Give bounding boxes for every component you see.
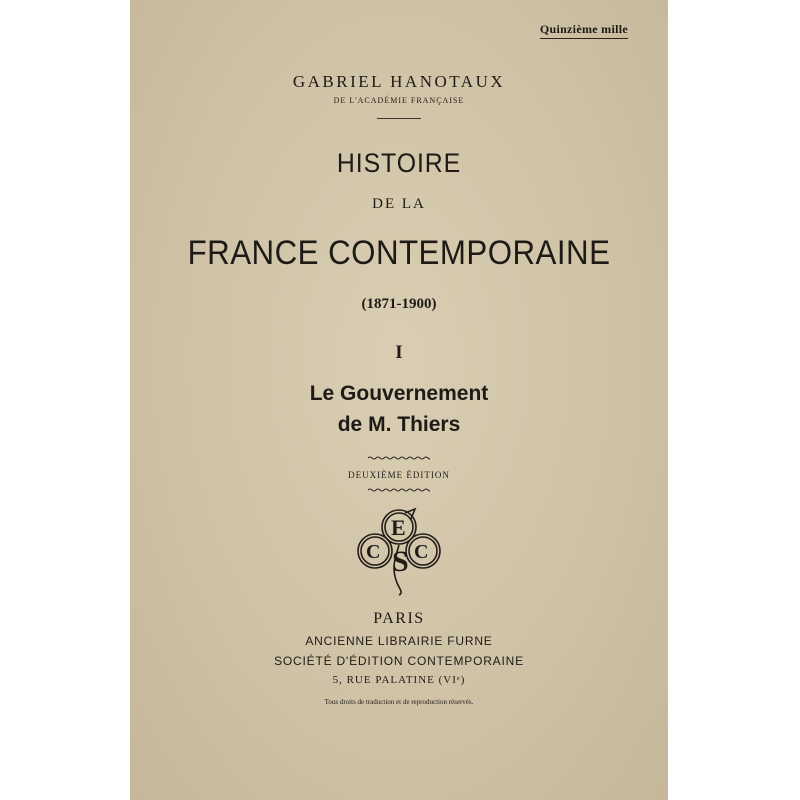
svg-text:C: C	[366, 541, 381, 563]
svg-text:C: C	[414, 541, 429, 563]
title-line-1: HISTOIRE	[336, 148, 462, 178]
edition: DEUXIÈME ÉDITION	[348, 470, 450, 480]
subtitle-line-2: de M. Thiers	[337, 413, 461, 436]
subtitle-line-1: Le Gouvernement	[309, 382, 489, 405]
divider-rule	[377, 118, 421, 119]
title-line-3: FRANCE CONTEMPORAINE	[187, 234, 611, 272]
volume-number: I	[395, 342, 403, 363]
svg-text:E: E	[391, 515, 406, 540]
years: (1871-1900)	[361, 296, 437, 312]
publication-city: PARIS	[373, 610, 425, 627]
author-affiliation: DE L'ACADÉMIE FRANÇAISE	[333, 96, 465, 105]
wavy-rule-top	[368, 456, 430, 460]
rights-notice: Tous droits de traduction et de reproduction réservés.	[324, 698, 474, 706]
publisher-address: 5, RUE PALATINE (VIᵉ)	[332, 674, 466, 686]
publisher-line-2: SOCIÉTÉ D'ÉDITION CONTEMPORAINE	[274, 654, 524, 668]
publisher-monogram-icon	[351, 505, 447, 597]
title-page	[130, 0, 668, 800]
wavy-rule-bottom	[368, 488, 430, 492]
publisher-line-1: ANCIENNE LIBRAIRIE FURNE	[305, 634, 493, 648]
svg-text:S: S	[392, 545, 409, 578]
title-line-2: DE LA	[372, 196, 426, 212]
author-name: GABRIEL HANOTAUX	[292, 72, 506, 91]
corner-note: Quinzième mille	[540, 22, 628, 39]
